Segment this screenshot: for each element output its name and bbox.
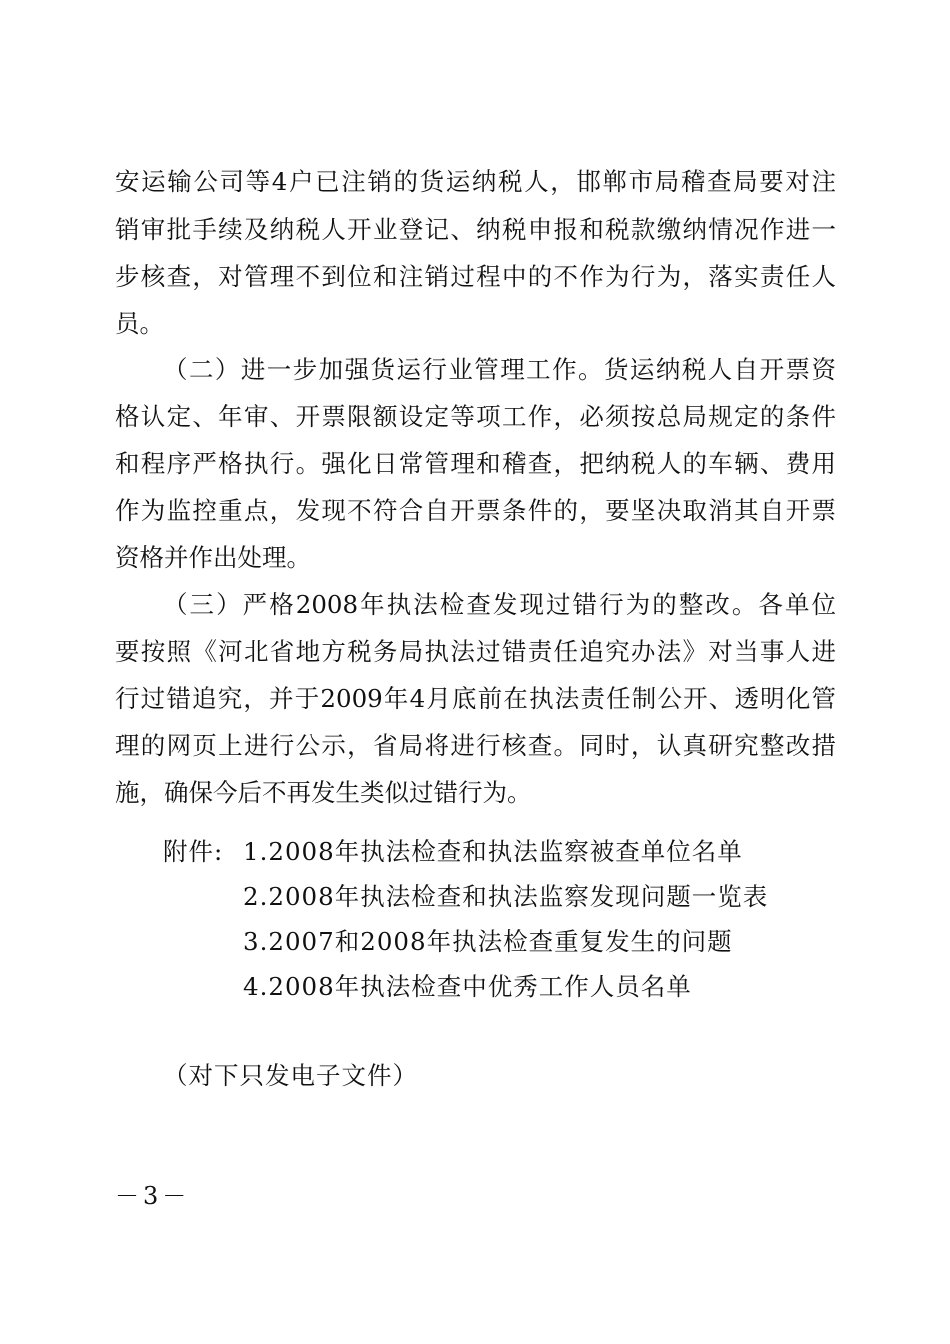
text-line: 和程序严格执行。强化日常管理和稽查，把纳税人的车辆、费用 — [115, 449, 836, 478]
text-line: 理的网页上进行公示，省局将进行核查。同时，认真研究整改措 — [115, 731, 836, 760]
attachment-item: 1.2008年执法检查和执法监察被查单位名单 — [243, 837, 743, 866]
text-line: 安运输公司等4户已注销的货运纳税人，邯郸市局稽查局要对注 — [115, 167, 836, 196]
text-line: 员。 — [115, 309, 164, 338]
text-line: 步核查，对管理不到位和注销过程中的不作为行为，落实责任人 — [115, 262, 836, 291]
attachment-item: 2.2008年执法检查和执法监察发现问题一览表 — [243, 882, 769, 911]
distribution-note: （对下只发电子文件） — [163, 1061, 418, 1090]
page-number: －3－ — [115, 1182, 191, 1210]
text-line: 行过错追究，并于2009年4月底前在执法责任制公开、透明化管 — [115, 684, 836, 713]
text-line: 格认定、年审、开票限额设定等项工作，必须按总局规定的条件 — [115, 402, 836, 431]
attachment-item: 3.2007和2008年执法检查重复发生的问题 — [243, 927, 733, 956]
text-line: 销审批手续及纳税人开业登记、纳税申报和税款缴纳情况作进一 — [115, 215, 836, 244]
text-line: 作为监控重点，发现不符合自开票条件的，要坚决取消其自开票 — [115, 496, 836, 525]
text-line: 施，确保今后不再发生类似过错行为。 — [115, 778, 532, 807]
text-line: （三）严格2008年执法检查发现过错行为的整改。各单位 — [163, 590, 836, 619]
text-line: 要按照《河北省地方税务局执法过错责任追究办法》对当事人进 — [115, 637, 836, 666]
text-line: （二）进一步加强货运行业管理工作。货运纳税人自开票资 — [163, 355, 836, 384]
attachments-label: 附件: — [163, 837, 224, 866]
attachment-item: 4.2008年执法检查中优秀工作人员名单 — [243, 972, 692, 1001]
text-line: 资格并作出处理。 — [115, 543, 311, 572]
